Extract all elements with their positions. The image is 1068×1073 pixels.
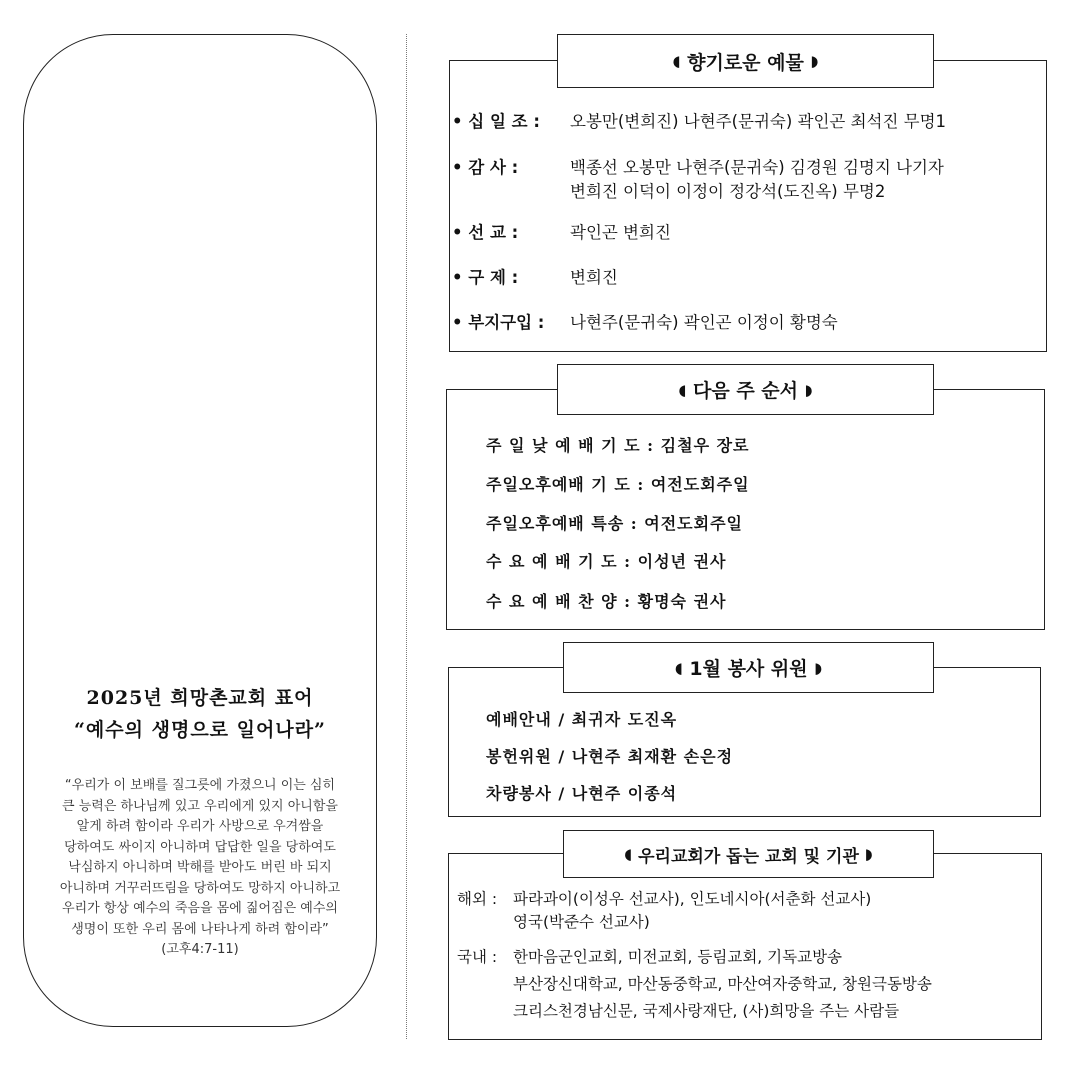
order-row: 주일오후예배 기 도 : 여전도회주일 (486, 475, 750, 494)
half-circle-right-icon: ◗ (814, 658, 823, 677)
group-list: 한마음군인교회, 미전교회, 등림교회, 기독교방송 부산장신대학교, 마산동중학교, 마산여자중학교, 창원극동방송 크리스천경남신문, 국제사랑재단, (사)희망을 주는 사람들 (513, 948, 932, 1020)
offering-row-tithe (452, 108, 946, 132)
half-circle-left-icon: ◖ (672, 52, 681, 70)
motto-slogan: “예수의 생명으로 일어나라” (74, 719, 326, 741)
next-order-header (557, 364, 934, 415)
offering-row-relief (452, 264, 618, 288)
verse-line: 낙심하지 아니하며 박해를 받아도 버린 바 되지 (68, 860, 332, 875)
verse-line: 알게 하려 함이라 우리가 사방으로 우겨쌈을 (76, 819, 324, 834)
bible-verse (23, 776, 377, 961)
order-row: 주 일 낮 예 배 기 도 : 김철우 장로 (486, 436, 750, 455)
verse-line: 생명이 또한 우리 몸에 나타나게 하려 함이라” (71, 921, 329, 937)
domestic-group (457, 944, 932, 1025)
offering-row-thanks (452, 154, 944, 202)
offering-value: 변희진 (570, 268, 618, 287)
motto-title: 2025년 희망촌교회 표어 (86, 687, 314, 709)
half-circle-right-icon: ◗ (864, 845, 873, 863)
offering-label: • 십 일 조 : (452, 112, 540, 131)
offerings-title: 향기로운 예물 (687, 51, 804, 74)
half-circle-left-icon: ◖ (624, 845, 633, 863)
half-circle-right-icon: ◗ (804, 380, 813, 399)
offering-label: • 감 사 : (452, 158, 519, 177)
supported-header (563, 830, 934, 878)
group-label: 국내 : (457, 948, 498, 966)
overseas-group (457, 888, 871, 934)
verse-line: 당하여도 싸이지 아니하며 답답한 일을 당하여도 (64, 839, 336, 855)
offering-label: • 구 제 : (452, 268, 519, 287)
offering-value: 나현주(문귀숙) 곽인곤 이정이 황명숙 (570, 313, 838, 332)
page-divider (406, 34, 407, 1039)
half-circle-right-icon: ◗ (810, 52, 819, 70)
order-row: 수 요 예 배 찬 양 : 황명숙 권사 (486, 592, 727, 611)
volunteers-header (563, 642, 934, 693)
offering-label: • 선 교 : (452, 223, 519, 242)
next-order-title: 다음 주 순서 (693, 380, 798, 402)
half-circle-left-icon: ◖ (678, 380, 687, 399)
supported-title: 우리교회가 돕는 교회 및 기관 (638, 846, 859, 867)
volunteer-row: 봉헌위원 / 나현주 최재환 손은정 (486, 747, 734, 766)
group-list: 파라과이(이성우 선교사), 인도네시아(서춘화 선교사) 영국(박준수 선교사) (513, 890, 872, 931)
verse-line: 큰 능력은 하나님께 있고 우리에게 있지 아니함을 (62, 798, 338, 814)
offering-label: • 부지구입 : (452, 313, 545, 332)
volunteer-row: 예배안내 / 최귀자 도진옥 (486, 710, 678, 729)
offering-row-mission (452, 219, 671, 243)
offering-row-land (452, 309, 838, 333)
volunteers-title: 1월 봉사 위원 (689, 658, 808, 680)
offering-value: 곽인곤 변희진 (570, 223, 671, 242)
volunteer-row: 차량봉사 / 나현주 이종석 (486, 784, 678, 803)
verse-line: 우리가 항상 예수의 죽음을 몸에 짊어짐은 예수의 (62, 901, 338, 916)
offerings-header (557, 34, 934, 88)
verse-reference: (고후4:7-11) (161, 942, 239, 957)
order-row: 주일오후예배 특송 : 여전도회주일 (486, 514, 744, 533)
group-label: 해외 : (457, 890, 498, 908)
half-circle-left-icon: ◖ (674, 658, 683, 677)
order-row: 수 요 예 배 기 도 : 이성년 권사 (486, 552, 727, 571)
verse-line: “우리가 이 보배를 질그릇에 가졌으니 이는 심히 (64, 778, 336, 793)
verse-line: 아니하며 거꾸러뜨림을 당하여도 망하지 아니하고 (59, 880, 341, 896)
offering-value: 오봉만(변희진) 나현주(문귀숙) 곽인곤 최석진 무명1 (570, 112, 947, 131)
offering-value: 백종선 오봉만 나현주(문귀숙) 김경원 김명지 나기자 변희진 이덕이 이정이 정강석(도진옥) 무명2 (570, 158, 944, 201)
